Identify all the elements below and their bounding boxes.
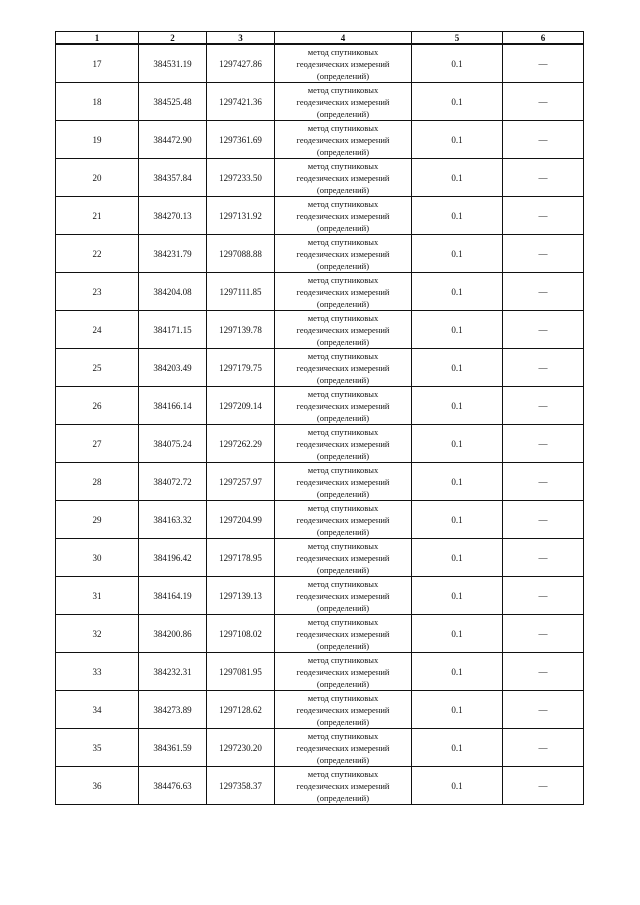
method-line: метод спутниковых: [307, 578, 379, 589]
note-cell: —: [503, 615, 584, 653]
method-line: (определений): [316, 108, 370, 119]
x-coordinate-cell: 384270.13: [139, 197, 207, 235]
method-cell: [275, 615, 412, 653]
y-coordinate-cell: 1297139.13: [207, 577, 275, 615]
method-cell: [275, 349, 412, 387]
accuracy-cell: 0.1: [412, 44, 503, 83]
y-coordinate-cell: 1297179.75: [207, 349, 275, 387]
accuracy-cell: 0.1: [412, 501, 503, 539]
table-row: [56, 729, 584, 767]
method-line: (определений): [316, 716, 370, 727]
method-cell: [275, 387, 412, 425]
method-line: (определений): [316, 640, 370, 651]
point-number-cell: 34: [56, 691, 139, 729]
method-cell: [275, 425, 412, 463]
accuracy-cell: 0.1: [412, 273, 503, 311]
table-row: [56, 463, 584, 501]
method-line: (определений): [316, 526, 370, 537]
table-row: [56, 501, 584, 539]
accuracy-cell: 0.1: [412, 463, 503, 501]
point-number-cell: 22: [56, 235, 139, 273]
method-cell: [275, 577, 412, 615]
method-line: геодезических измерений: [296, 438, 390, 449]
method-line: геодезических измерений: [296, 134, 390, 145]
header-cell-3: 3: [207, 32, 275, 45]
point-number-cell: 26: [56, 387, 139, 425]
note-cell: —: [503, 653, 584, 691]
method-line: метод спутниковых: [307, 768, 379, 779]
accuracy-cell: 0.1: [412, 349, 503, 387]
accuracy-cell: 0.1: [412, 653, 503, 691]
table-row: [56, 235, 584, 273]
method-line: (определений): [316, 222, 370, 233]
header-cell-4: 4: [275, 32, 412, 45]
y-coordinate-cell: 1297131.92: [207, 197, 275, 235]
point-number-cell: 21: [56, 197, 139, 235]
method-line: метод спутниковых: [307, 312, 379, 323]
method-line: геодезических измерений: [296, 286, 390, 297]
point-number-cell: 30: [56, 539, 139, 577]
method-line: метод спутниковых: [307, 616, 379, 627]
y-coordinate-cell: 1297088.88: [207, 235, 275, 273]
note-cell: —: [503, 501, 584, 539]
method-line: геодезических измерений: [296, 552, 390, 563]
method-cell: [275, 83, 412, 121]
y-coordinate-cell: 1297230.20: [207, 729, 275, 767]
point-number-cell: 29: [56, 501, 139, 539]
accuracy-cell: 0.1: [412, 425, 503, 463]
point-number-cell: 23: [56, 273, 139, 311]
note-cell: —: [503, 463, 584, 501]
table-row: [56, 159, 584, 197]
method-cell: [275, 121, 412, 159]
table-row: [56, 691, 584, 729]
note-cell: —: [503, 425, 584, 463]
note-cell: —: [503, 311, 584, 349]
y-coordinate-cell: 1297081.95: [207, 653, 275, 691]
point-number-cell: 25: [56, 349, 139, 387]
point-number-cell: 19: [56, 121, 139, 159]
note-cell: —: [503, 159, 584, 197]
method-cell: [275, 729, 412, 767]
x-coordinate-cell: 384232.31: [139, 653, 207, 691]
method-line: геодезических измерений: [296, 476, 390, 487]
method-cell: [275, 463, 412, 501]
method-cell: [275, 767, 412, 805]
note-cell: —: [503, 729, 584, 767]
table-row: [56, 349, 584, 387]
point-number-cell: 36: [56, 767, 139, 805]
x-coordinate-cell: 384171.15: [139, 311, 207, 349]
method-line: геодезических измерений: [296, 362, 390, 373]
method-line: метод спутниковых: [307, 730, 379, 741]
method-line: геодезических измерений: [296, 324, 390, 335]
x-coordinate-cell: 384164.19: [139, 577, 207, 615]
method-cell: [275, 539, 412, 577]
method-line: (определений): [316, 260, 370, 271]
method-line: метод спутниковых: [307, 46, 379, 57]
method-cell: [275, 311, 412, 349]
method-line: метод спутниковых: [307, 388, 379, 399]
table-row: [56, 539, 584, 577]
accuracy-cell: 0.1: [412, 387, 503, 425]
table-row: [56, 653, 584, 691]
note-cell: —: [503, 349, 584, 387]
method-line: геодезических измерений: [296, 172, 390, 183]
accuracy-cell: 0.1: [412, 311, 503, 349]
method-line: (определений): [316, 678, 370, 689]
accuracy-cell: 0.1: [412, 235, 503, 273]
x-coordinate-cell: 384075.24: [139, 425, 207, 463]
method-line: метод спутниковых: [307, 122, 379, 133]
accuracy-cell: 0.1: [412, 615, 503, 653]
method-line: (определений): [316, 450, 370, 461]
header-cell-6: 6: [503, 32, 584, 45]
point-number-cell: 28: [56, 463, 139, 501]
method-line: (определений): [316, 146, 370, 157]
x-coordinate-cell: 384203.49: [139, 349, 207, 387]
method-line: метод спутниковых: [307, 426, 379, 437]
method-line: геодезических измерений: [296, 704, 390, 715]
method-line: метод спутниковых: [307, 464, 379, 475]
method-line: метод спутниковых: [307, 84, 379, 95]
method-line: геодезических измерений: [296, 514, 390, 525]
method-line: геодезических измерений: [296, 96, 390, 107]
x-coordinate-cell: 384525.48: [139, 83, 207, 121]
note-cell: —: [503, 767, 584, 805]
x-coordinate-cell: 384472.90: [139, 121, 207, 159]
method-line: геодезических измерений: [296, 248, 390, 259]
x-coordinate-cell: 384476.63: [139, 767, 207, 805]
note-cell: —: [503, 44, 584, 83]
y-coordinate-cell: 1297233.50: [207, 159, 275, 197]
table-row: [56, 767, 584, 805]
point-number-cell: 24: [56, 311, 139, 349]
x-coordinate-cell: 384531.19: [139, 44, 207, 83]
method-cell: [275, 235, 412, 273]
method-line: (определений): [316, 602, 370, 613]
header-cell-2: 2: [139, 32, 207, 45]
header-cell-5: 5: [412, 32, 503, 45]
method-line: метод спутниковых: [307, 692, 379, 703]
coordinates-table: [55, 31, 584, 805]
accuracy-cell: 0.1: [412, 767, 503, 805]
x-coordinate-cell: 384204.08: [139, 273, 207, 311]
accuracy-cell: 0.1: [412, 197, 503, 235]
method-line: метод спутниковых: [307, 540, 379, 551]
table-row: [56, 387, 584, 425]
x-coordinate-cell: 384361.59: [139, 729, 207, 767]
note-cell: —: [503, 235, 584, 273]
y-coordinate-cell: 1297358.37: [207, 767, 275, 805]
method-line: (определений): [316, 792, 370, 803]
method-line: метод спутниковых: [307, 160, 379, 171]
method-line: (определений): [316, 70, 370, 81]
point-number-cell: 32: [56, 615, 139, 653]
point-number-cell: 31: [56, 577, 139, 615]
note-cell: —: [503, 387, 584, 425]
method-line: (определений): [316, 564, 370, 575]
y-coordinate-cell: 1297128.62: [207, 691, 275, 729]
table-header-row: [56, 32, 584, 45]
method-line: метод спутниковых: [307, 350, 379, 361]
note-cell: —: [503, 273, 584, 311]
method-line: геодезических измерений: [296, 666, 390, 677]
method-line: геодезических измерений: [296, 628, 390, 639]
note-cell: —: [503, 197, 584, 235]
y-coordinate-cell: 1297427.86: [207, 44, 275, 83]
accuracy-cell: 0.1: [412, 729, 503, 767]
note-cell: —: [503, 539, 584, 577]
header-cell-1: 1: [56, 32, 139, 45]
point-number-cell: 33: [56, 653, 139, 691]
x-coordinate-cell: 384273.89: [139, 691, 207, 729]
note-cell: —: [503, 83, 584, 121]
method-cell: [275, 159, 412, 197]
accuracy-cell: 0.1: [412, 83, 503, 121]
method-line: (определений): [316, 298, 370, 309]
note-cell: —: [503, 691, 584, 729]
method-line: геодезических измерений: [296, 58, 390, 69]
method-cell: [275, 197, 412, 235]
y-coordinate-cell: 1297111.85: [207, 273, 275, 311]
table-row: [56, 44, 584, 83]
method-cell: [275, 44, 412, 83]
x-coordinate-cell: 384231.79: [139, 235, 207, 273]
method-cell: [275, 501, 412, 539]
table-row: [56, 273, 584, 311]
method-line: геодезических измерений: [296, 400, 390, 411]
method-line: (определений): [316, 412, 370, 423]
table-row: [56, 311, 584, 349]
method-line: метод спутниковых: [307, 654, 379, 665]
method-line: геодезических измерений: [296, 590, 390, 601]
table-row: [56, 615, 584, 653]
method-line: геодезических измерений: [296, 210, 390, 221]
method-cell: [275, 273, 412, 311]
table-row: [56, 121, 584, 159]
table-body: [56, 44, 584, 805]
point-number-cell: 17: [56, 44, 139, 83]
x-coordinate-cell: 384166.14: [139, 387, 207, 425]
method-line: (определений): [316, 488, 370, 499]
accuracy-cell: 0.1: [412, 691, 503, 729]
y-coordinate-cell: 1297209.14: [207, 387, 275, 425]
method-line: геодезических измерений: [296, 780, 390, 791]
note-cell: —: [503, 577, 584, 615]
x-coordinate-cell: 384200.86: [139, 615, 207, 653]
y-coordinate-cell: 1297108.02: [207, 615, 275, 653]
y-coordinate-cell: 1297262.29: [207, 425, 275, 463]
x-coordinate-cell: 384196.42: [139, 539, 207, 577]
method-line: метод спутниковых: [307, 274, 379, 285]
method-line: геодезических измерений: [296, 742, 390, 753]
accuracy-cell: 0.1: [412, 121, 503, 159]
method-line: метод спутниковых: [307, 502, 379, 513]
point-number-cell: 35: [56, 729, 139, 767]
y-coordinate-cell: 1297257.97: [207, 463, 275, 501]
method-line: (определений): [316, 754, 370, 765]
y-coordinate-cell: 1297421.36: [207, 83, 275, 121]
y-coordinate-cell: 1297178.95: [207, 539, 275, 577]
method-line: (определений): [316, 336, 370, 347]
accuracy-cell: 0.1: [412, 159, 503, 197]
x-coordinate-cell: 384163.32: [139, 501, 207, 539]
method-line: (определений): [316, 184, 370, 195]
y-coordinate-cell: 1297361.69: [207, 121, 275, 159]
x-coordinate-cell: 384072.72: [139, 463, 207, 501]
y-coordinate-cell: 1297204.99: [207, 501, 275, 539]
method-cell: [275, 653, 412, 691]
method-cell: [275, 691, 412, 729]
point-number-cell: 27: [56, 425, 139, 463]
method-line: (определений): [316, 374, 370, 385]
note-cell: —: [503, 121, 584, 159]
method-line: метод спутниковых: [307, 236, 379, 247]
accuracy-cell: 0.1: [412, 577, 503, 615]
table-row: [56, 577, 584, 615]
table-row: [56, 425, 584, 463]
point-number-cell: 20: [56, 159, 139, 197]
y-coordinate-cell: 1297139.78: [207, 311, 275, 349]
method-line: метод спутниковых: [307, 198, 379, 209]
x-coordinate-cell: 384357.84: [139, 159, 207, 197]
accuracy-cell: 0.1: [412, 539, 503, 577]
point-number-cell: 18: [56, 83, 139, 121]
table-row: [56, 197, 584, 235]
table-row: [56, 83, 584, 121]
